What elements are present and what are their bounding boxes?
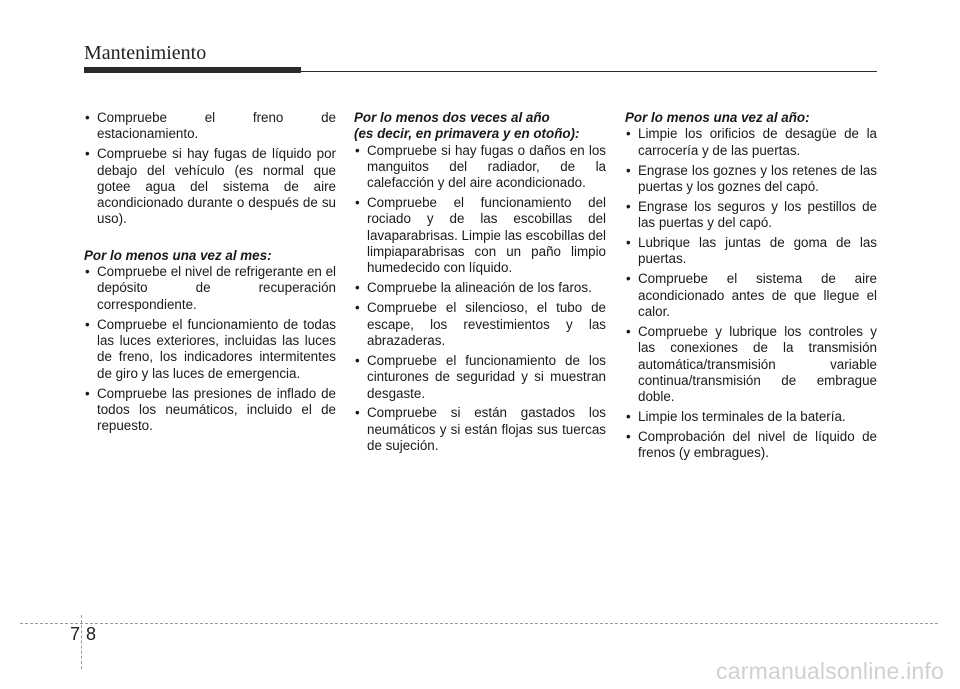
list-item: • Compruebe el sistema de aire acondicionado antes de que llegue el calor.	[625, 271, 877, 320]
column-1	[84, 110, 336, 438]
chapter-number: 7	[70, 624, 81, 644]
checklist-twice-yearly	[354, 143, 606, 455]
column-3	[625, 110, 877, 465]
section-heading-monthly: Por lo menos una vez al mes:	[84, 247, 272, 263]
section-heading-yearly: Por lo menos una vez al año:	[625, 110, 810, 125]
list-item: • Limpie los terminales de la batería.	[625, 409, 877, 425]
checklist-yearly	[625, 126, 877, 461]
list-item: • Compruebe y lubrique los controles y las conexiones de la transmisión automática/transmisión variable continua/transmisión de embrague doble.	[625, 324, 877, 405]
list-item: • Limpie los orificios de desagüe de la carrocería y de las puertas.	[625, 126, 877, 159]
page-title: Mantenimiento	[84, 42, 207, 64]
checklist-general	[84, 110, 336, 228]
list-item: • Compruebe las presiones de inflado de todos los neumáticos, incluido el de repuesto.	[84, 386, 336, 435]
footer-divider	[81, 615, 82, 669]
list-item: • Compruebe si hay fugas de líquido por debajo del vehículo (es normal que gotee agua del sistema de aire acondicionado durante o después de su uso).	[84, 146, 336, 227]
list-item: • Compruebe si están gastados los neumáticos y si están flojas sus tuercas de sujeción.	[354, 405, 606, 454]
list-item: • Lubrique las juntas de goma de las puertas.	[625, 235, 877, 268]
watermark: carmanualsonline.info	[716, 658, 944, 684]
section-heading-twice-yearly: Por lo menos dos veces al año (es decir, en primavera y en otoño):	[354, 110, 580, 142]
column-2	[354, 110, 606, 458]
list-item: • Compruebe el funcionamiento de todas las luces exteriores, incluidas las luces de freno, los indicadores intermitentes de giro y las luces de emergencia.	[84, 317, 336, 382]
list-item: • Compruebe el silencioso, el tubo de escape, los revestimientos y las abrazaderas.	[354, 300, 606, 349]
checklist-monthly	[84, 264, 336, 434]
list-item: • Compruebe el funcionamiento de los cinturones de seguridad y si muestran desgaste.	[354, 353, 606, 402]
list-item: • Compruebe el nivel de refrigerante en el depósito de recuperación correspondiente.	[84, 264, 336, 313]
list-item: • Comprobación del nivel de líquido de frenos (y embragues).	[625, 429, 877, 462]
list-item: • Compruebe si hay fugas o daños en los manguitos del radiador, de la calefacción y del aire acondicionado.	[354, 143, 606, 192]
list-item: • Engrase los goznes y los retenes de las puertas y los goznes del capó.	[625, 163, 877, 196]
header-rule-thick	[84, 67, 301, 73]
footer-rule	[20, 623, 938, 624]
list-item: • Compruebe el freno de estacionamiento.	[84, 110, 336, 143]
header-rule-thin	[301, 71, 877, 72]
page-number: 8	[86, 624, 97, 644]
list-item: • Compruebe la alineación de los faros.	[354, 280, 606, 296]
list-item: • Engrase los seguros y los pestillos de las puertas y del capó.	[625, 199, 877, 232]
list-item: • Compruebe el funcionamiento del rociado y de las escobillas del lavaparabrisas. Limpie las escobillas del limpiaparabrisas con un paño limpio humedecido con líquido.	[354, 195, 606, 276]
